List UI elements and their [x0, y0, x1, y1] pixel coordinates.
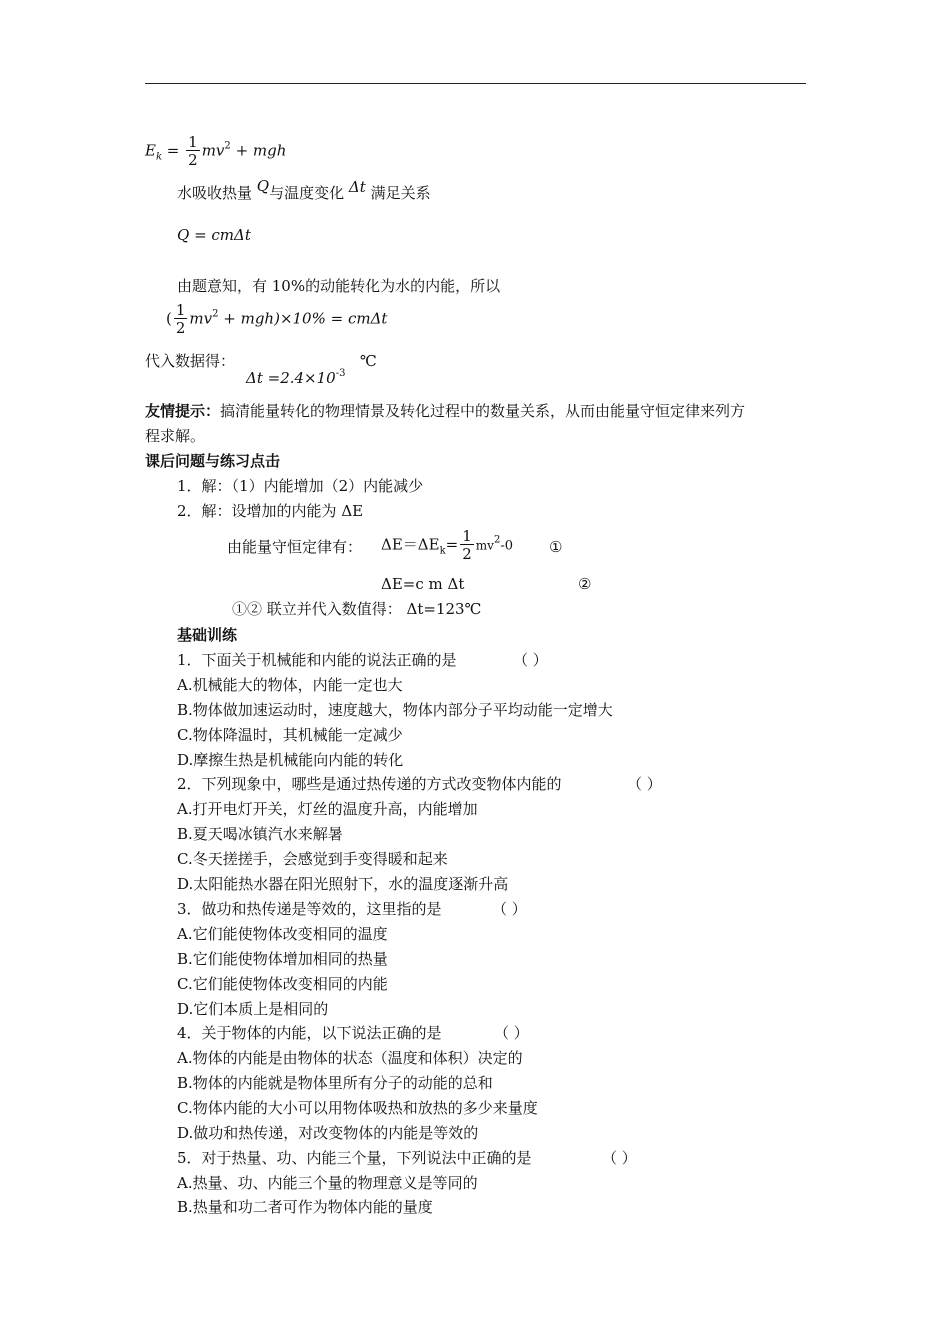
question-3-option-b: B.它们能使物体增加相同的热量: [177, 950, 388, 968]
fraction-numerator: 1: [462, 527, 472, 545]
tip-body-1: 搞清能量转化的物理情景及转化过程中的数量关系，从而由能量守恒定律来列方: [220, 402, 746, 420]
tip-label: 友情提示：: [145, 402, 221, 420]
question-1-option-c: C.物体降温时，其机械能一定减少: [177, 726, 403, 744]
question-3-option-c: C.它们能使物体改变相同的内能: [177, 975, 388, 993]
eq1-square: 2: [493, 534, 501, 546]
formula-balance-square: 2: [212, 308, 219, 320]
question-2-option-d: D.太阳能热水器在阳光照射下，水的温度逐渐升高: [177, 875, 509, 893]
question-3-option-a: A.它们能使物体改变相同的温度: [177, 925, 388, 943]
question-3-stem: 3．做功和热传递是等效的，这里指的是: [177, 900, 442, 918]
header-rule: [145, 83, 806, 84]
section-after-class-title: 课后问题与练习点击: [145, 452, 281, 470]
formula-open-paren: (: [166, 309, 172, 328]
formula-balance-rest: + mgh)×10% = cmΔt: [223, 309, 388, 328]
question-4-option-a: A.物体的内能是由物体的状态（温度和体积）决定的: [177, 1049, 523, 1067]
fraction-numerator: 1: [188, 133, 198, 151]
formula-ek-subscript: k: [155, 151, 163, 163]
section-basic-title: 基础训练: [177, 626, 238, 644]
question-1-bracket: （ ）: [513, 651, 548, 669]
formula-delta-t-result: [246, 365, 345, 387]
tip-line-2: 程求解。: [145, 427, 206, 445]
question-1-option-b: B.物体做加速运动时，速度越大，物体内部分子平均动能一定增大: [177, 701, 613, 719]
question-2-bracket: （ ）: [627, 775, 662, 793]
question-4-option-c: C.物体内能的大小可以用物体吸热和放热的多少来量度: [177, 1099, 538, 1117]
formula-dt-value: Δt =2.4×10: [246, 369, 336, 387]
answer-1: 1．解：（1）内能增加（2）内能减少: [177, 477, 424, 495]
answer-2-combine: ①② 联立并代入数值得： Δt=123℃: [232, 600, 482, 618]
formula-ek-equals: =: [166, 141, 180, 160]
question-3-bracket: （ ）: [492, 900, 527, 918]
eq1-fraction: [460, 528, 474, 563]
equation-mark-1: ①: [549, 538, 563, 556]
question-4-bracket: （ ）: [494, 1024, 529, 1042]
line-known-condition: 由题意知，有 10%的动能转化为水的内能，所以: [177, 277, 501, 295]
formula-balance-fraction: [174, 302, 188, 337]
fraction-denominator: 2: [175, 319, 186, 337]
text-absorb-c: 满足关系: [370, 184, 431, 202]
question-5-stem: 5．对于热量、功、内能三个量，下列说法中正确的是: [177, 1149, 532, 1167]
answer-2-law: 由能量守恒定律有：: [227, 538, 363, 556]
line-substitute: 代入数据得：: [145, 352, 236, 370]
fraction-numerator: 1: [175, 301, 186, 319]
formula-kinetic-energy: [145, 134, 286, 169]
question-4-option-d: D.做功和热传递，对改变物体的内能是等效的: [177, 1124, 479, 1142]
equation-mark-2: ②: [578, 575, 592, 593]
question-5-bracket: （ ）: [602, 1149, 637, 1167]
eq1-minus-zero: -0: [500, 538, 513, 554]
formula-ek-square: 2: [224, 140, 231, 152]
fraction-denominator: 2: [462, 545, 472, 563]
formula-dt-unit: ℃: [360, 352, 377, 370]
line-heat-relation: [177, 177, 431, 202]
question-5-option-b: B.热量和功二者可作为物体内能的量度: [177, 1198, 433, 1216]
formula-ek-mgh: + mgh: [235, 141, 287, 160]
formula-ek-fraction: [186, 134, 200, 169]
answer-2: 2．解：设增加的内能为 ΔE: [177, 502, 364, 520]
formula-energy-balance: [166, 302, 387, 337]
question-2-option-a: A.打开电灯开关，灯丝的温度升高，内能增加: [177, 800, 478, 818]
formula-balance-mv: mv: [189, 309, 213, 328]
symbol-delta-t: Δt: [348, 178, 366, 196]
question-1-option-d: D.摩擦生热是机械能向内能的转化: [177, 751, 404, 769]
question-2-stem: 2．下列现象中，哪些是通过热传递的方式改变物体内能的: [177, 775, 562, 793]
formula-heat: Q = cmΔt: [177, 226, 251, 244]
eq1-mv: mv: [475, 538, 494, 553]
answer-2-equation-2: ΔE=c m Δt: [381, 575, 465, 593]
fraction-denominator: 2: [188, 151, 198, 169]
eq1-equals: =: [445, 535, 459, 554]
question-2-option-b: B.夏天喝冰镇汽水来解暑: [177, 825, 343, 843]
text-absorb-a: 水吸收热量: [177, 184, 253, 202]
eq1-subscript: k: [439, 545, 446, 557]
text-absorb-b: 与温度变化: [269, 184, 345, 202]
formula-ek-symbol: E: [145, 141, 156, 160]
question-4-stem: 4．关于物体的内能，以下说法正确的是: [177, 1024, 442, 1042]
question-3-option-d: D.它们本质上是相同的: [177, 1000, 329, 1018]
symbol-q: Q: [256, 177, 270, 195]
question-5-option-a: A.热量、功、内能三个量的物理意义是等同的: [177, 1174, 478, 1192]
tip-line-1: [145, 402, 745, 420]
question-1-option-a: A.机械能大的物体，内能一定也大: [177, 676, 403, 694]
question-1-stem: 1．下面关于机械能和内能的说法正确的是: [177, 651, 457, 669]
eq1-part-a: ΔE＝ΔE: [381, 535, 440, 554]
answer-2-equation-1: [381, 528, 513, 563]
formula-dt-exponent: -3: [335, 368, 346, 379]
formula-ek-mv: mv: [201, 141, 225, 160]
question-2-option-c: C.冬天搓搓手，会感觉到手变得暖和起来: [177, 850, 448, 868]
question-4-option-b: B.物体的内能就是物体里所有分子的动能的总和: [177, 1074, 493, 1092]
